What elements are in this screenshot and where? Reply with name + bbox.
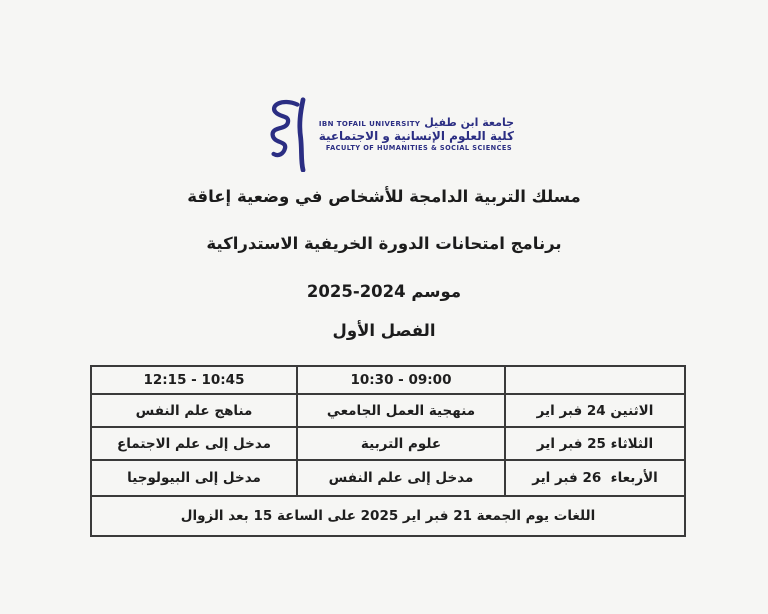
date-cell: الاثنين 24 فبر اير [505,394,685,427]
document-title-track: مسلك التربية الدامجة للأشخاص في وضعية إعاقة [187,187,581,206]
date-cell: الأربعاء 26 فبر اير [505,460,685,496]
subject-cell: مدخل إلى علم النفس [297,460,505,496]
subject-cell: علوم التربية [297,427,505,460]
table-row-tuesday [91,427,685,460]
logo-name-arabic: جامعة ابن طفيل [424,115,514,129]
university-logo-mark [254,96,316,172]
document-title-season: موسم 2024-2025 [306,281,462,301]
table-row-monday [91,394,685,427]
subject-cell: منهجية العمل الجامعي [297,394,505,427]
subject-cell: مدخل إلى البيولوجيا [91,460,297,496]
languages-note-cell: اللغات يوم الجمعة 21 فبر اير 2025 على الساعة 15 بعد الزوال [91,496,685,536]
header-timeslot-1: 09:00 - 10:30 [297,366,505,394]
exam-schedule-table [90,365,686,537]
logo-faculty-arabic: كلية العلوم الإنسانية و الاجتماعية [318,129,514,144]
table-row-wednesday [91,460,685,496]
subject-cell: مناهج علم النفس [91,394,297,427]
subject-cell: مدخل إلى علم الاجتماع [91,427,297,460]
university-logo [254,96,514,172]
table-header-row [91,366,685,394]
header-timeslot-2: 10:45 - 12:15 [91,366,297,394]
logo-faculty-english: FACULTY OF HUMANITIES & SOCIAL SCIENCES [325,144,513,153]
date-cell: الثلاثاء 25 فبر اير [505,427,685,460]
university-logo-text [318,115,514,153]
document-title-program: برنامج امتحانات الدورة الخريفية الاستدراكية [206,234,562,254]
title-block [0,184,768,366]
logo-name-line [318,115,514,130]
header-date-cell [505,366,685,394]
table-footer-row [91,496,685,536]
logo-name-english: IBN TOFAIL UNIVERSITY [318,119,421,128]
document-title-semester: الفصل الأول [332,321,436,341]
